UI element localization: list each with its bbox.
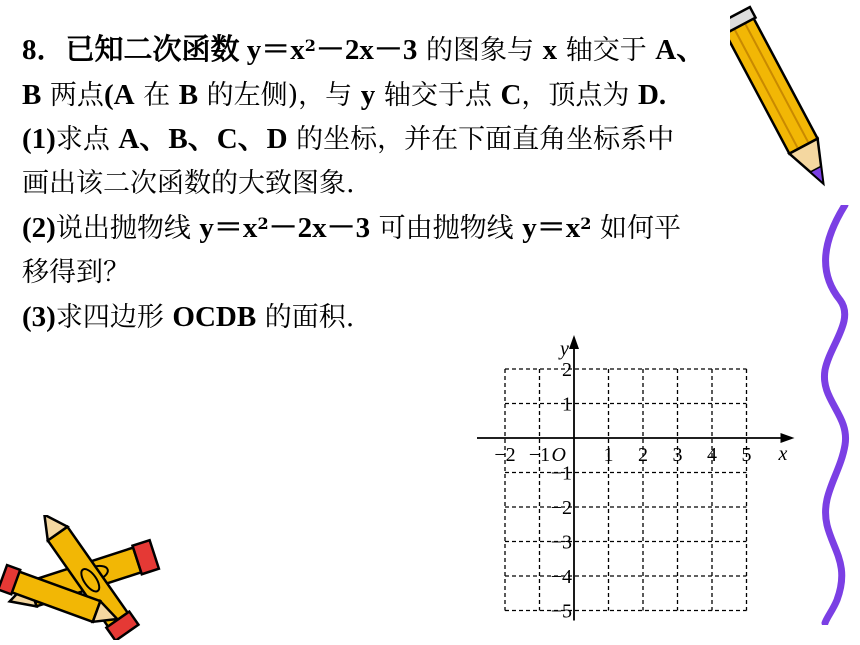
point-name: B [22,78,42,111]
y-tick-label: −3 [550,531,572,554]
text-fragment: 的左侧)，与 [198,79,361,111]
pencil-top-right-icon [730,2,830,202]
problem-number-and-intro: 8．已知二次函数 [22,34,247,66]
text-fragment: 可由抛物线 [370,213,523,244]
coordinate-grid [470,330,810,630]
function-expr-part: y＝x [246,34,305,66]
point-name: (A [103,78,135,111]
point-name: C [500,78,522,111]
part-number: (3) [22,301,56,333]
axis-name: y [360,78,376,111]
text-fragment: 两点 [41,79,104,111]
problem-line-1 [22,28,842,73]
point-name: B [178,78,199,111]
tick-labels [494,338,787,623]
text-fragment: 画出该二次函数的大致图象. [22,167,355,199]
text-fragment: 说出抛物线 [55,213,200,244]
x-tick-label: 3 [672,444,683,466]
x-tick-label: 4 [707,444,717,466]
x-tick-label: 2 [638,444,648,466]
text-fragment: 轴交于点 [375,79,501,111]
problem-line-4 [22,162,842,207]
text-fragment: 的面积. [256,302,355,333]
text-fragment: 在 [134,79,179,111]
text-fragment: 的坐标，并在下面直角坐标系中 [287,124,675,155]
text-fragment: 的图象与 [417,35,543,66]
point-names: A、B、C、D [118,123,288,155]
y-axis-label: y [560,338,569,360]
y-axis-arrow [569,335,579,349]
y-tick-label: −5 [550,600,572,623]
problem-text [22,28,842,340]
x-axis-arrow [781,433,795,443]
x-axis-label: x [778,443,788,465]
x-tick-label: 1 [603,444,614,466]
function-expr-part: y＝x [199,212,258,244]
y-tick-label: −2 [550,497,572,519]
problem-line-6 [22,251,842,296]
y-tick-label: −1 [550,462,572,485]
problem-line-3 [22,117,842,162]
text-fragment: 轴交于 [557,35,656,66]
text-fragment: 求四边形 [55,302,173,333]
point-name: D. [637,78,667,111]
function-expr-part: －2x－3 [315,34,418,66]
text-fragment: 求点 [55,124,119,155]
origin-label: O [551,444,566,466]
axis-name: x [542,34,558,66]
quadrilateral-name: OCDB [172,301,257,333]
point-name: A、 [655,34,706,66]
x-tick-label: −2 [494,444,516,466]
function-expr-part: y＝x [522,212,581,244]
part-number: (2) [22,212,56,244]
purple-ribbon-icon [815,205,860,625]
problem-line-2 [22,73,842,118]
function-expr-part: －2x－3 [268,212,371,244]
problem-line-5 [22,206,842,251]
y-tick-label: 2 [562,359,572,381]
text-fragment: 如何平 [591,213,682,244]
coordinate-grid-svg [470,330,810,630]
text-fragment: ，顶点为 [521,79,638,111]
exponent: 2 [304,36,316,55]
text-fragment: 移得到？ [22,256,130,288]
y-tick-label: 1 [562,393,572,416]
x-tick-label: −1 [528,444,551,466]
x-tick-label: 5 [741,444,752,466]
part-number: (1) [22,123,56,155]
y-tick-label: −4 [550,566,572,588]
exponent: 2 [257,214,269,233]
crossed-pencils-icon [0,515,175,640]
grid-lines [505,369,747,611]
exponent: 2 [580,214,592,233]
